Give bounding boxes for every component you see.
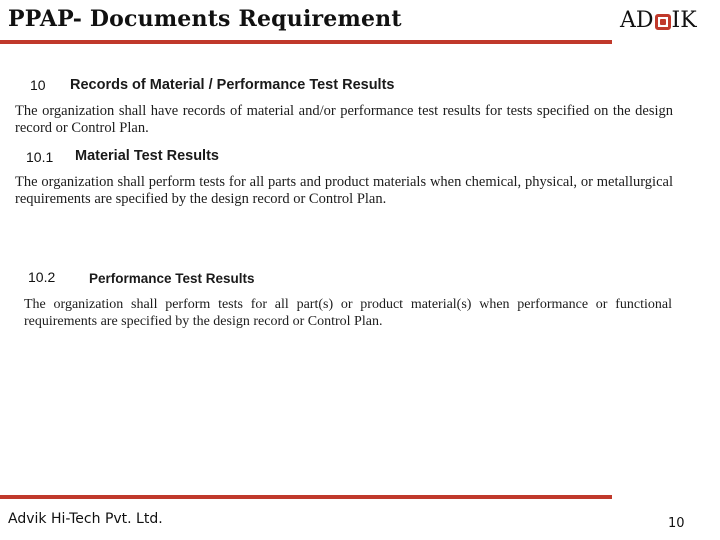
logo-text-right: IK (671, 8, 697, 33)
page-number: 10 (668, 516, 685, 531)
section-number: 10.1 (26, 149, 54, 165)
section-heading: Performance Test Results (89, 271, 255, 286)
section-paragraph: The organization shall perform tests for all part(s) or product material(s) when performance or functional requirements are specified by the design record or Control Plan. (24, 297, 672, 329)
section-paragraph: The organization shall have records of material and/or performance test results for tests specified on the design record or Control Plan. (15, 103, 673, 136)
section-heading: Records of Material / Performance Test Results (70, 77, 395, 93)
logo-mark-icon (655, 14, 671, 30)
logo-text-left: AD (620, 8, 654, 33)
section-heading: Material Test Results (75, 148, 219, 164)
footer-company-name: Advik Hi-Tech Pvt. Ltd. (8, 511, 163, 527)
section-number: 10 (30, 77, 46, 93)
header-divider (0, 40, 612, 44)
company-logo (620, 8, 697, 33)
section-number: 10.2 (28, 269, 56, 285)
slide-title: PPAP- Documents Requirement (8, 6, 402, 32)
footer-divider (0, 495, 612, 499)
section-paragraph: The organization shall perform tests for all parts and product materials when chemical, physical, or metallurgical requirements are specified by the design record or Control Plan. (15, 174, 673, 207)
